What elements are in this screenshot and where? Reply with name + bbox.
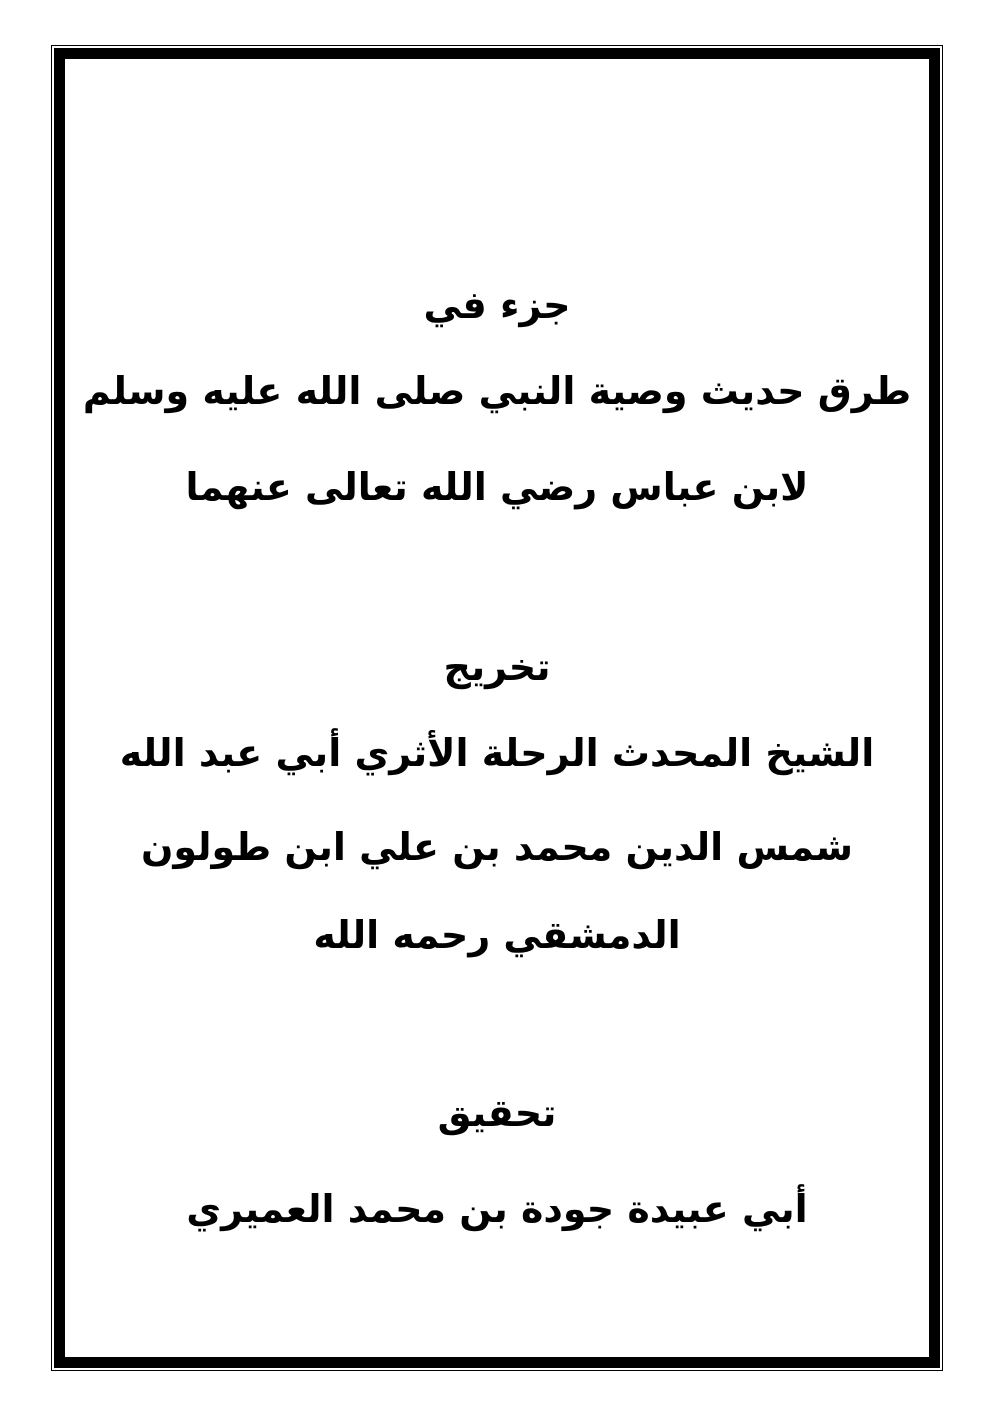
title-line-1: جزء في <box>423 283 571 327</box>
page-border-frame <box>54 48 940 1368</box>
author-heading: تخريج <box>443 645 551 689</box>
editor-name: أبي عبيدة جودة بن محمد العميري <box>186 1187 808 1231</box>
editor-heading: تحقيق <box>437 1091 557 1135</box>
title-line-2: طرق حديث وصية النبي صلى الله عليه وسلم <box>82 369 912 413</box>
author-line-3: الدمشقي رحمه الله <box>313 913 681 957</box>
title-line-3: لابن عباس رضي الله تعالى عنهما <box>185 465 809 509</box>
author-line-2: شمس الدين محمد بن علي ابن طولون <box>141 825 853 869</box>
author-line-1: الشيخ المحدث الرحلة الأثري أبي عبد الله <box>119 731 875 775</box>
